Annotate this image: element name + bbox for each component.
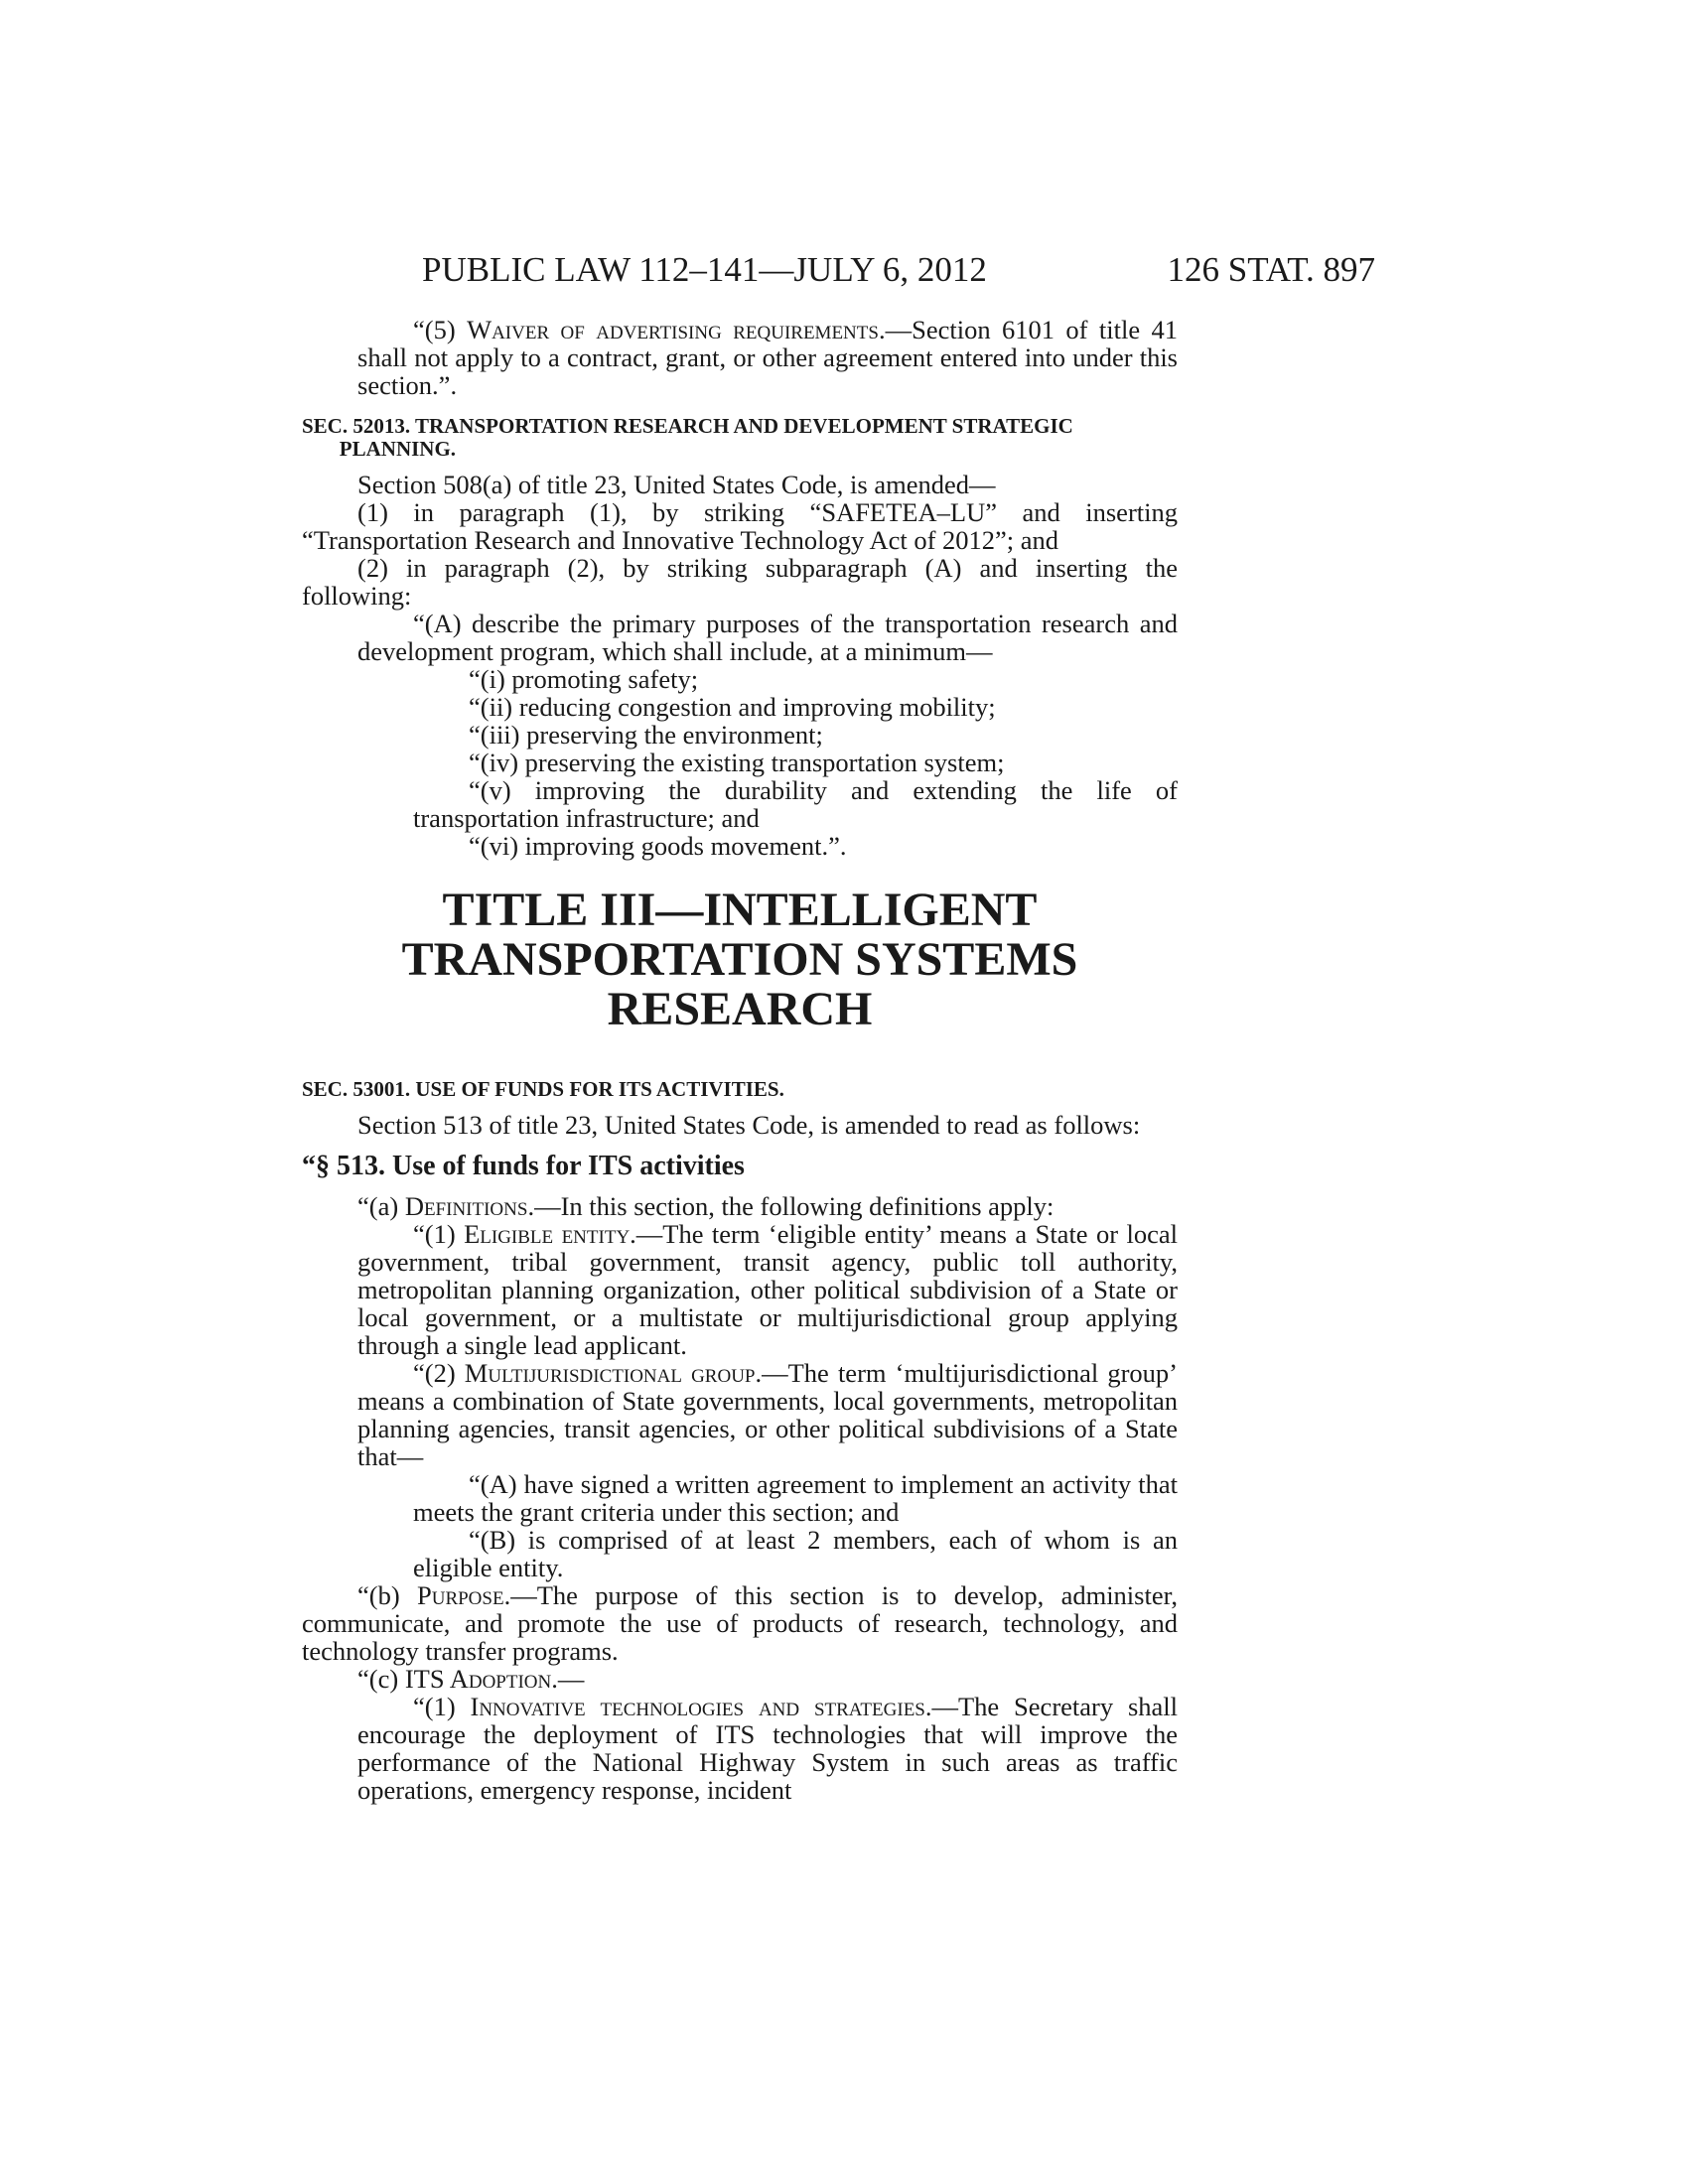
paragraph-number: “(1)	[413, 1692, 471, 1721]
subsection-heading: ITS Adoption.	[404, 1664, 558, 1694]
paragraph-text: —The Secretary shall encourage the deployment of ITS technologies that will improve the performance of the National Highway System in such areas as traffic operations, emergency response, incident	[357, 1692, 1178, 1805]
subsection-text: —	[557, 1664, 585, 1694]
paragraph-text: —The term ‘multijurisdictional group’ means a combination of State governments, local governments, metropolitan planning agencies, transit agencies, or other political subdivisions of a State that—	[357, 1358, 1178, 1471]
subparagraph-a2-a: “(A) have signed a written agreement to implement an activity that meets the grant criteria under this section; and	[413, 1469, 1178, 1527]
title-heading	[302, 886, 1178, 1034]
document-body	[302, 316, 1178, 1804]
subsection-heading: Definitions.	[404, 1191, 535, 1221]
clause-i: “(i) promoting safety;	[469, 664, 699, 694]
paragraph-waiver	[302, 316, 1178, 399]
section-heading-53001: SEC. 53001. USE OF FUNDS FOR ITS ACTIVITIES.	[302, 1077, 784, 1101]
paragraph-c1	[302, 1693, 1178, 1804]
paragraph-text: —Section 6101 of title 41 shall not apply to a contract, grant, or other agreement entered into under this section.”.	[357, 315, 1178, 400]
paragraph-number: “(1)	[413, 1219, 465, 1249]
section-52013-paragraph-1: (1) in paragraph (1), by striking “SAFETEA–LU” and inserting “Transportation Research and Innovative Technology Act of 2012”; and	[302, 497, 1178, 555]
section-513-heading: “§ 513. Use of funds for ITS activities	[302, 1151, 745, 1181]
paragraph-number: “(5)	[413, 315, 468, 344]
running-header-title: PUBLIC LAW 112–141—JULY 6, 2012	[422, 250, 987, 289]
paragraph-number: “(2)	[413, 1358, 465, 1388]
clause-vi: “(vi) improving goods movement.”.	[469, 831, 847, 861]
section-52013-intro: Section 508(a) of title 23, United States Code, is amended—	[357, 470, 996, 499]
title-line-1: TITLE III—INTELLIGENT	[442, 884, 1038, 936]
clause-iii: “(iii) preserving the environment;	[469, 720, 823, 750]
clause-v: “(v) improving the durability and extending the life of transportation infrastructure; and	[413, 775, 1178, 833]
subsection-c	[302, 1665, 1178, 1693]
paragraph-heading: Eligible entity.	[464, 1219, 636, 1249]
paragraph-text: —The term ‘eligible entity’ means a State or local government, tribal government, transit agency, public toll authority, metropolitan planning organization, other political subdivision of a State or local government, or a multistate or multijurisdictional group applying through a single lead applicant.	[357, 1219, 1178, 1360]
clause-ii: “(ii) reducing congestion and improving mobility;	[469, 692, 996, 722]
section-heading-52013: SEC. 52013. TRANSPORTATION RESEARCH AND DEVELOPMENT STRATEGIC PLANNING.	[302, 414, 1073, 461]
paragraph-heading: Multijurisdictional group.	[464, 1358, 763, 1388]
subsection-number: “(c)	[357, 1664, 405, 1694]
section-53001-intro: Section 513 of title 23, United States Code, is amended to read as follows:	[357, 1110, 1141, 1140]
section-52013-paragraph-2: (2) in paragraph (2), by striking subparagraph (A) and inserting the following:	[302, 553, 1178, 611]
subsection-heading: Purpose.	[416, 1580, 511, 1610]
subsection-number: “(a)	[357, 1191, 405, 1221]
paragraph-heading: Waiver of advertising requirements.	[467, 315, 886, 344]
subsection-number: “(b)	[357, 1580, 417, 1610]
paragraph-heading: Innovative technologies and strategies.	[470, 1692, 932, 1721]
subsection-a	[302, 1192, 1178, 1220]
title-line-2: TRANSPORTATION SYSTEMS RESEARCH	[401, 933, 1078, 1035]
paragraph-a1	[302, 1220, 1178, 1359]
clause-iv: “(iv) preserving the existing transportation system;	[469, 748, 1005, 777]
paragraph-a2	[302, 1359, 1178, 1470]
subsection-text: —In this section, the following definitions apply:	[534, 1191, 1055, 1221]
section-52013-subparagraph-a: “(A) describe the primary purposes of the transportation research and development program, which shall include, at a minimum—	[357, 609, 1178, 666]
subsection-b	[302, 1581, 1178, 1665]
running-header-stat-ref: 126 STAT. 897	[1167, 250, 1375, 289]
subparagraph-a2-b: “(B) is comprised of at least 2 members, each of whom is an eligible entity.	[413, 1525, 1178, 1582]
subsection-text: —The purpose of this section is to develop, administer, communicate, and promote the use of products of research, technology, and technology transfer programs.	[302, 1580, 1178, 1666]
